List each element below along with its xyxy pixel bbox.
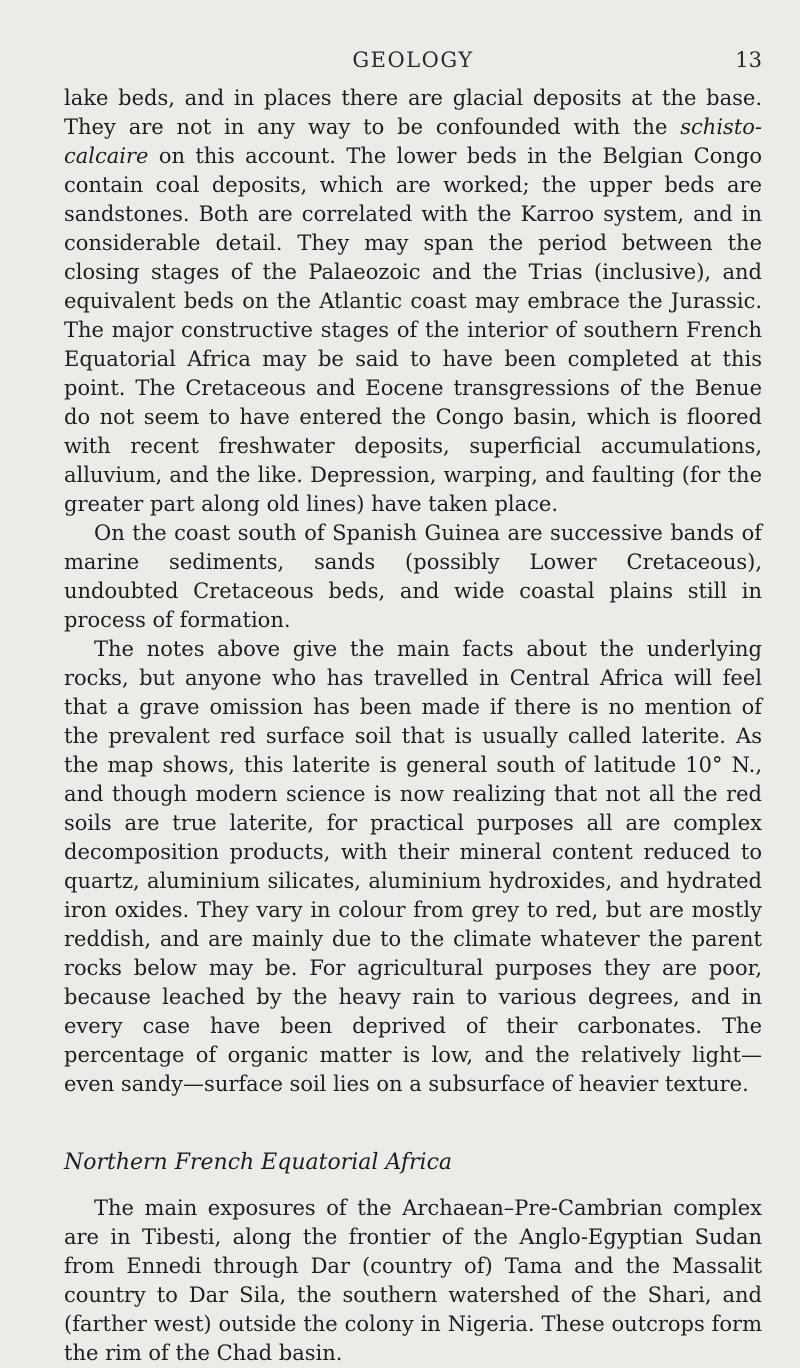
paragraph-continued [64, 84, 762, 519]
paragraph-exposures: The main exposures of the Archaean–Pre-Cambrian complex are in Tibesti, along the frontier of the Anglo-Egyptian Sudan from Ennedi through Dar (country of) Tama and the Massalit country to Dar Sila, the southern watershed of the Shari, and (farther west) outside the colony in Nigeria. These outcrops form the rim of the Chad basin. [64, 1196, 762, 1365]
paragraph-text: on this account. The lower beds in the Belgian Congo contain coal deposits, which are worked; the upper beds are sandstones. Both are correlated with the Karroo system, and in considerable detail. They may span the period between the closing stages of the Palaeozoic and the Trias (inclusive), and equivalent beds on the Atlantic coast may embrace the Jurassic. The major constructive stages of the interior of southern French Equatorial Africa may be said to have been completed at this point. The Cretaceous and Eocene transgressions of the Benue do not seem to have entered the Congo basin, which is floored with recent freshwater deposits, superficial accumulations, alluvium, and the like. Depression, warping, and faulting (for the greater part along old lines) have taken place. [64, 144, 762, 516]
page-number: 13 [735, 48, 762, 72]
text-block [64, 84, 762, 1368]
italic-term: schisto-calcaire [64, 115, 762, 168]
running-title: GEOLOGY [352, 48, 474, 72]
paragraph-coast: On the coast south of Spanish Guinea are successive bands of marine sediments, sands (possibly Lower Cretaceous), undoubted Cretaceous beds, and wide coastal plains still in process of formation. [64, 521, 762, 632]
running-head [64, 48, 762, 76]
paragraph-text: lake beds, and in places there are glacial deposits at the base. They are not in any way to be confounded with the [64, 86, 762, 139]
paragraph-laterite: The notes above give the main facts about the underlying rocks, but anyone who has travelled in Central Africa will feel that a grave omission has been made if there is no mention of the prevalent red surface soil that is usually called laterite. As the map shows, this laterite is general south of latitude 10° N., and though modern science is now realizing that not all the red soils are true laterite, for practical purposes all are complex decomposition products, with their mineral content reduced to quartz, aluminium silicates, aluminium hydroxides, and hydrated iron oxides. They vary in colour from grey to red, but are mostly reddish, and are mainly due to the climate whatever the parent rocks below may be. For agricultural purposes they are poor, because leached by the heavy rain to various degrees, and in every case have been deprived of their carbonates. The percentage of organic matter is low, and the relatively light—even sandy—surface soil lies on a subsurface of heavier texture. [64, 637, 762, 1096]
section-heading: Northern French Equatorial Africa [64, 1150, 453, 1175]
